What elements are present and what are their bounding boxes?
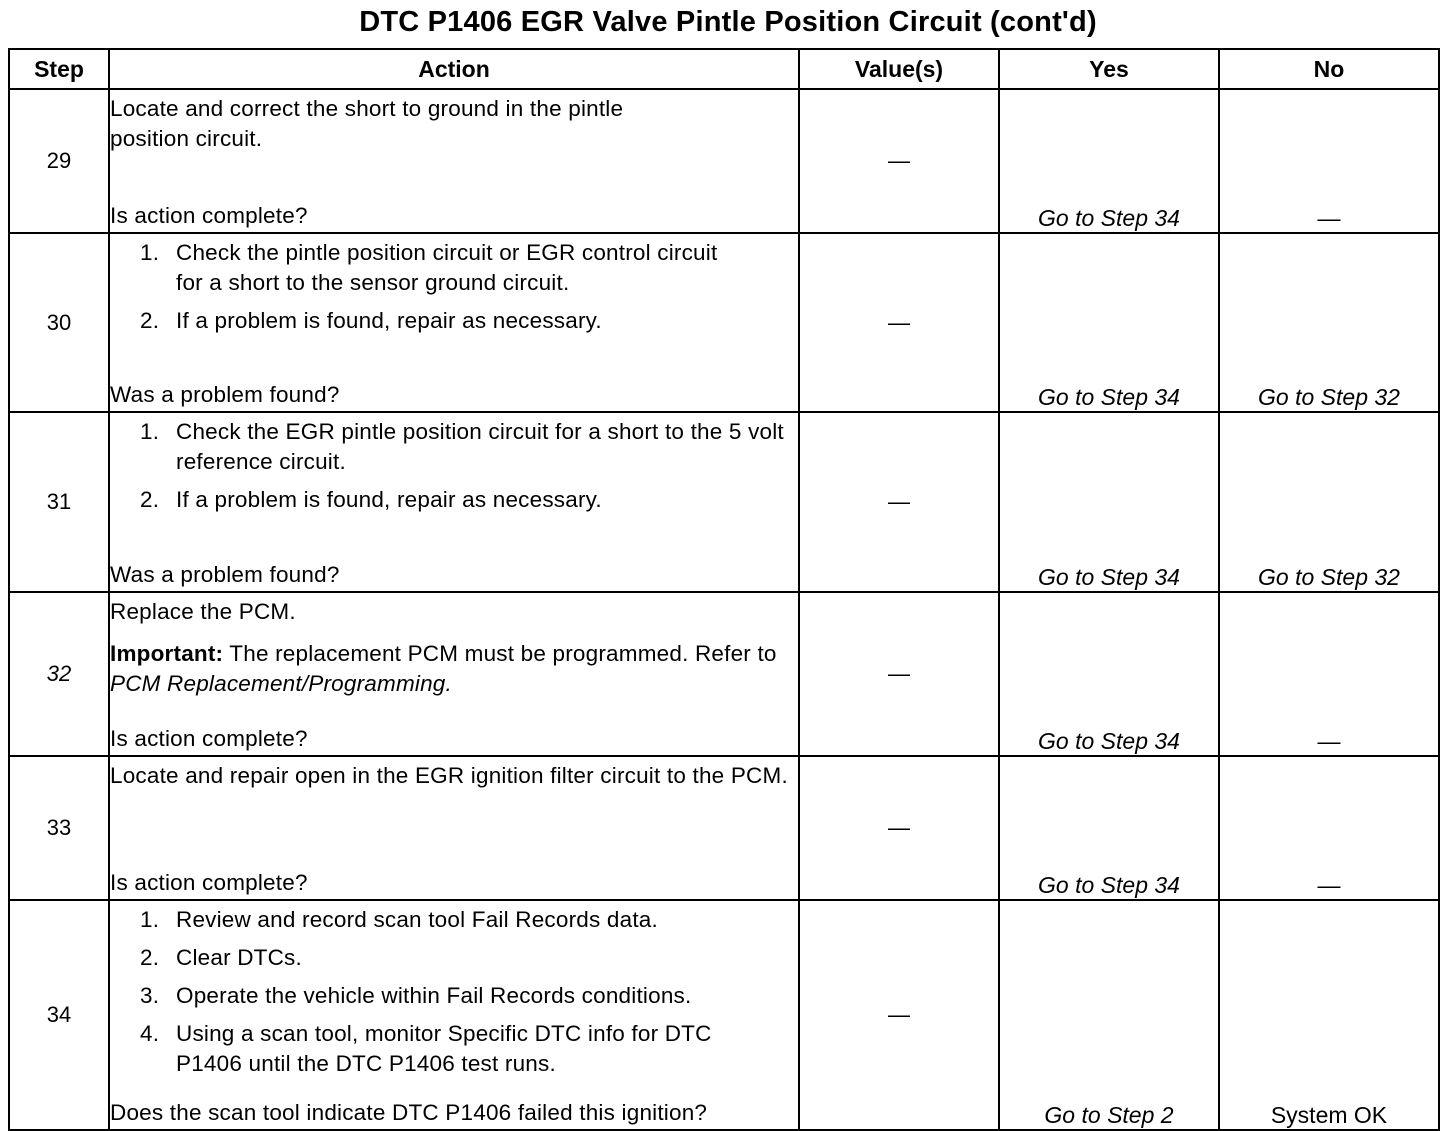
action-question: Is action complete? (110, 203, 308, 228)
column-header-step: Step (9, 49, 109, 89)
action-question: Does the scan tool indicate DTC P1406 failed this ignition? (110, 1100, 708, 1125)
yes-cell: Go to Step 34 (999, 233, 1219, 412)
action-cell (109, 89, 799, 233)
action-question: Is action complete? (110, 726, 308, 751)
no-cell: — (1219, 756, 1439, 900)
yes-cell: Go to Step 34 (999, 89, 1219, 233)
important-note (110, 639, 798, 699)
yes-cell: Go to Step 34 (999, 756, 1219, 900)
list-item: 1. Check the EGR pintle position circuit for a short to the 5 volt reference circuit. (140, 419, 784, 474)
table-row (9, 89, 1439, 233)
step-number: 31 (9, 412, 109, 592)
step-number: 33 (9, 756, 109, 900)
table-row (9, 756, 1439, 900)
table-row (9, 592, 1439, 756)
action-cell (109, 233, 799, 412)
action-steps (110, 238, 798, 336)
list-item: 1. Check the pintle position circuit or EGR control circuit for a short to the sensor ground circuit. (140, 240, 718, 295)
important-label: Important: (110, 641, 224, 666)
action-question: Was a problem found? (110, 562, 340, 587)
action-text: Locate and correct the short to ground in the pintle position circuit. (110, 96, 624, 151)
list-item: 2. If a problem is found, repair as necessary. (140, 487, 602, 512)
no-cell: Go to Step 32 (1219, 412, 1439, 592)
step-number: 30 (9, 233, 109, 412)
step-number: 29 (9, 89, 109, 233)
action-steps (110, 905, 798, 1079)
no-cell: — (1219, 89, 1439, 233)
action-cell (109, 412, 799, 592)
action-cell (109, 592, 799, 756)
list-item: 2. If a problem is found, repair as necessary. (140, 308, 602, 333)
action-text: Replace the PCM. (110, 599, 296, 624)
value-cell: — (799, 233, 999, 412)
column-header-action: Action (109, 49, 799, 89)
table-row (9, 900, 1439, 1130)
list-item: 4. Using a scan tool, monitor Specific DTC info for DTC P1406 until the DTC P1406 test runs. (140, 1021, 712, 1076)
action-question: Was a problem found? (110, 382, 340, 407)
step-number: 34 (9, 900, 109, 1130)
list-item: 2. Clear DTCs. (140, 945, 302, 970)
action-cell (109, 900, 799, 1130)
action-question: Is action complete? (110, 870, 308, 895)
table-row (9, 412, 1439, 592)
column-header-yes: Yes (999, 49, 1219, 89)
action-text: Locate and repair open in the EGR ignition filter circuit to the PCM. (110, 763, 788, 788)
reference-link[interactable]: PCM Replacement/Programming. (110, 671, 452, 696)
value-cell: — (799, 412, 999, 592)
no-cell: Go to Step 32 (1219, 233, 1439, 412)
value-cell: — (799, 592, 999, 756)
column-header-no: No (1219, 49, 1439, 89)
table-row (9, 233, 1439, 412)
yes-cell: Go to Step 34 (999, 592, 1219, 756)
important-text: The replacement PCM must be programmed. Refer to (229, 641, 777, 666)
list-item: 1. Review and record scan tool Fail Records data. (140, 907, 658, 932)
step-number: 32 (9, 592, 109, 756)
action-steps (110, 417, 798, 515)
page-title: DTC P1406 EGR Valve Pintle Position Circuit (cont'd) (359, 6, 1097, 38)
action-cell (109, 756, 799, 900)
no-cell: — (1219, 592, 1439, 756)
yes-cell: Go to Step 34 (999, 412, 1219, 592)
diagnostic-table (8, 48, 1440, 1131)
value-cell: — (799, 756, 999, 900)
yes-cell: Go to Step 2 (999, 900, 1219, 1130)
value-cell: — (799, 900, 999, 1130)
value-cell: — (799, 89, 999, 233)
list-item: 3. Operate the vehicle within Fail Records conditions. (140, 983, 692, 1008)
table-header-row (9, 49, 1439, 89)
column-header-values: Value(s) (799, 49, 999, 89)
no-cell: System OK (1219, 900, 1439, 1130)
